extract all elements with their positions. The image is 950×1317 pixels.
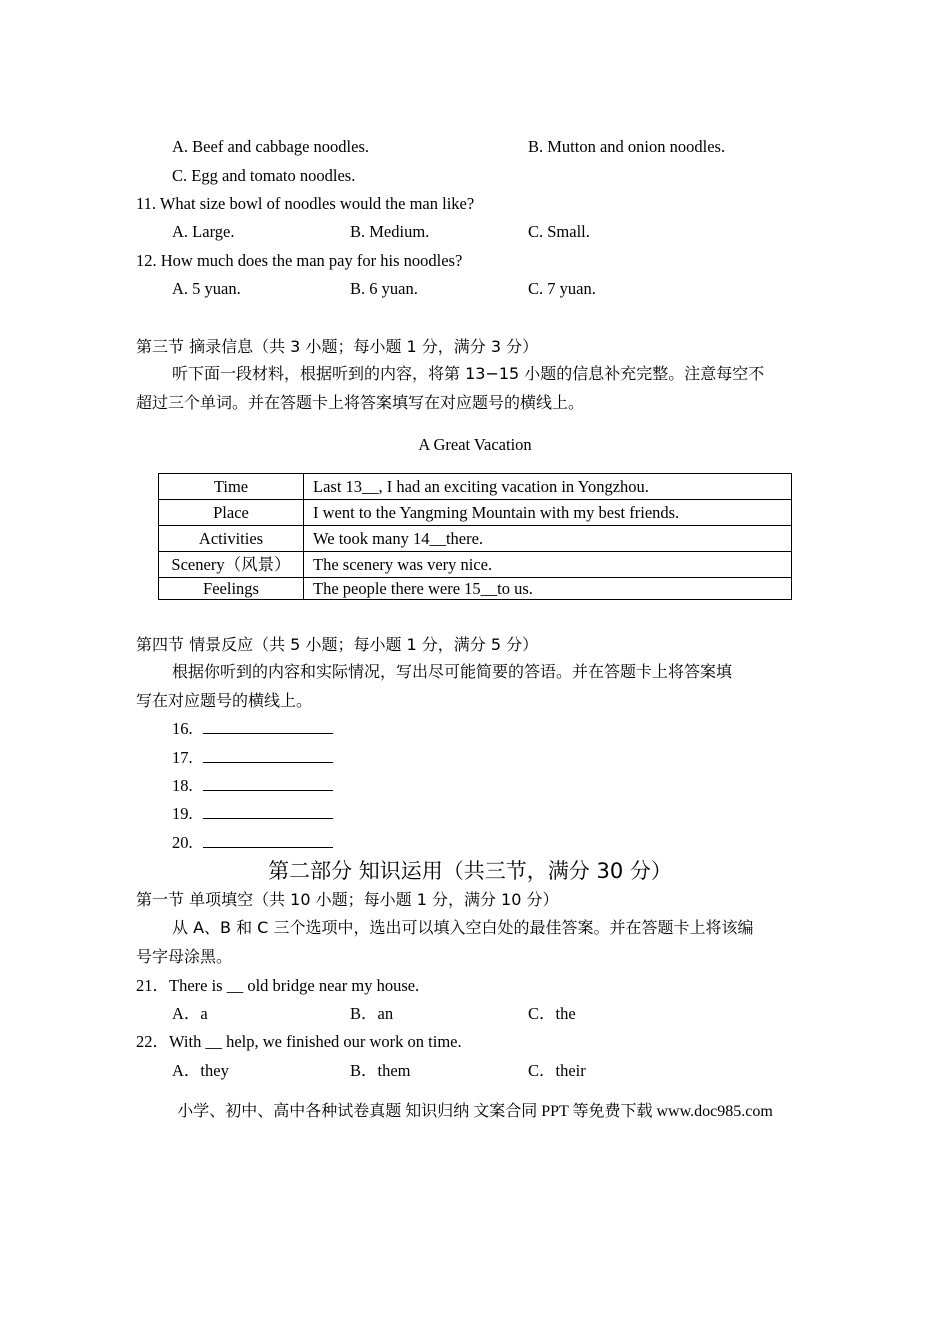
part2-instruction-line1: 从 A、B 和 C 三个选项中，选出可以填入空白处的最佳答案。并在答题卡上将该编 <box>172 918 754 937</box>
answer-blank[interactable] <box>203 719 333 734</box>
answer-number: 17. <box>172 748 193 767</box>
q10-option-c: C. Egg and tomato noodles. <box>172 166 356 185</box>
part2-title: 第二部分 知识运用（共三节，满分 30 分） <box>268 859 672 883</box>
row-text: We took many 14__there. <box>304 526 792 552</box>
section3-instruction-line1: 听下面一段材料，根据听到的内容，将第 13−15 小题的信息补充完整。注意每空不 <box>172 364 765 383</box>
q22-option-b: B．them <box>350 1061 411 1080</box>
row-text: Last 13__, I had an exciting vacation in Yongzhou. <box>304 474 792 500</box>
table-row <box>159 552 792 578</box>
answer-number: 16. <box>172 719 193 738</box>
page-footer: 小学、初中、高中各种试卷真题 知识归纳 文案合同 PPT 等免费下载 www.doc985.com <box>177 1103 773 1120</box>
answer-line-18 <box>172 776 333 796</box>
answer-number: 19. <box>172 804 193 823</box>
answer-line-16 <box>172 719 333 739</box>
section4-instruction-line2: 写在对应题号的横线上。 <box>136 691 313 710</box>
section3-heading: 第三节 摘录信息（共 3 小题；每小题 1 分，满分 3 分） <box>136 337 539 356</box>
row-label: Activities <box>159 526 304 552</box>
q11-option-b: B. Medium. <box>350 222 430 241</box>
q22-stem: 22．With __ help, we finished our work on time. <box>136 1032 462 1051</box>
answer-number: 20. <box>172 833 193 852</box>
row-label: Scenery（风景） <box>159 552 304 578</box>
section4-heading: 第四节 情景反应（共 5 小题；每小题 1 分，满分 5 分） <box>136 635 539 654</box>
answer-blank[interactable] <box>203 833 333 848</box>
table-row <box>159 526 792 552</box>
table-row <box>159 578 792 600</box>
q22-option-c: C．their <box>528 1061 586 1080</box>
row-text: The scenery was very nice. <box>304 552 792 578</box>
row-label: Time <box>159 474 304 500</box>
q11-option-c: C. Small. <box>528 222 590 241</box>
answer-number: 18. <box>172 776 193 795</box>
q21-option-a: A．a <box>172 1004 208 1023</box>
row-text: I went to the Yangming Mountain with my best friends. <box>304 500 792 526</box>
table-row <box>159 474 792 500</box>
q11-stem: 11. What size bowl of noodles would the man like? <box>136 194 475 213</box>
answer-blank[interactable] <box>203 748 333 763</box>
section3-instruction-line2: 超过三个单词。并在答题卡上将答案填写在对应题号的横线上。 <box>136 393 585 412</box>
q10-option-b: B. Mutton and onion noodles. <box>528 137 726 156</box>
answer-blank[interactable] <box>203 776 333 791</box>
q12-stem: 12. How much does the man pay for his noodles? <box>136 251 463 270</box>
section4-instruction-line1: 根据你听到的内容和实际情况，写出尽可能简要的答语。并在答题卡上将答案填 <box>172 662 733 681</box>
q21-option-c: C．the <box>528 1004 576 1023</box>
row-label: Place <box>159 500 304 526</box>
q12-option-c: C. 7 yuan. <box>528 279 596 298</box>
q22-option-a: A．they <box>172 1061 229 1080</box>
q11-option-a: A. Large. <box>172 222 235 241</box>
q12-option-a: A. 5 yuan. <box>172 279 241 298</box>
part2-section1-heading: 第一节 单项填空（共 10 小题；每小题 1 分，满分 10 分） <box>136 890 559 909</box>
q12-option-b: B. 6 yuan. <box>350 279 418 298</box>
q21-stem: 21．There is __ old bridge near my house. <box>136 976 420 995</box>
row-text: The people there were 15__to us. <box>304 578 792 600</box>
answer-line-19 <box>172 804 333 824</box>
q21-option-b: B．an <box>350 1004 394 1023</box>
vacation-info-table <box>158 473 792 600</box>
row-label: Feelings <box>159 578 304 600</box>
q10-option-a: A. Beef and cabbage noodles. <box>172 137 370 156</box>
table-row <box>159 500 792 526</box>
answer-blank[interactable] <box>203 804 333 819</box>
part2-instruction-line2: 号字母涂黑。 <box>136 947 233 966</box>
table-title: A Great Vacation <box>418 435 532 454</box>
answer-line-20 <box>172 833 333 853</box>
answer-line-17 <box>172 748 333 768</box>
